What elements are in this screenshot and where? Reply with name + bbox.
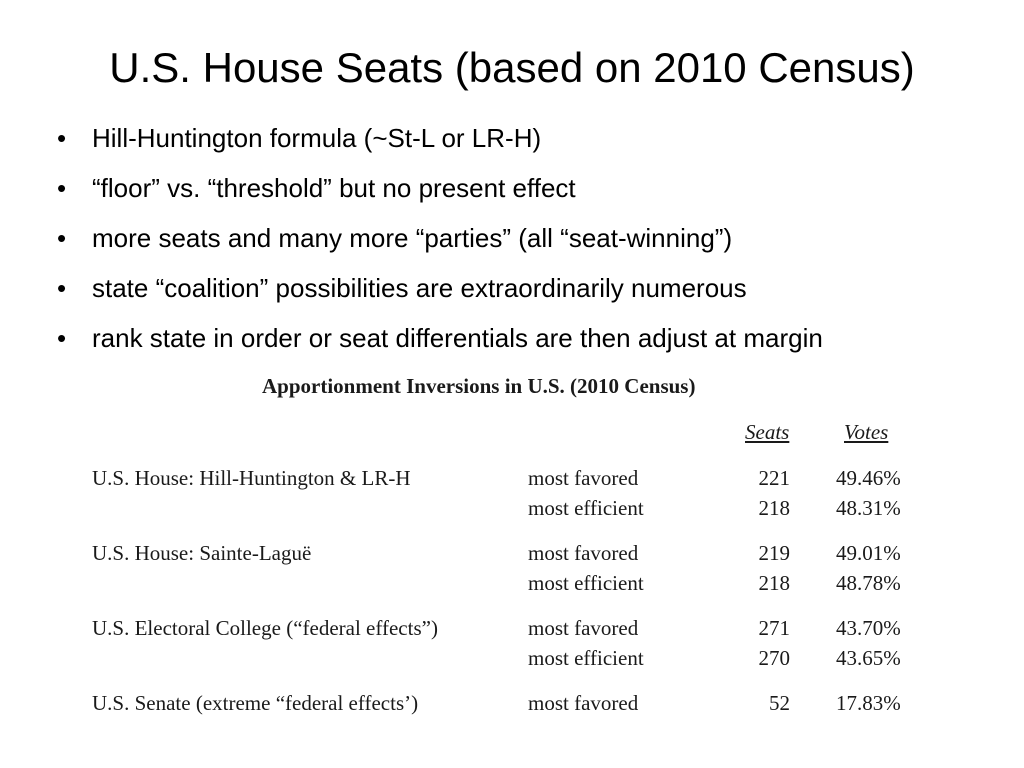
bullet-text: rank state in order or seat differentials are then adjust at margin: [92, 323, 823, 353]
row-votes: 48.78%: [836, 571, 901, 595]
row-votes: 43.65%: [836, 646, 901, 670]
seats-column-header: Seats: [745, 420, 790, 444]
bullet-item: [50, 168, 823, 218]
row-seats: 221: [758, 466, 790, 490]
votes-column-header: Votes: [844, 420, 889, 444]
row-seats: 218: [758, 571, 790, 595]
bullet-item: [50, 118, 823, 168]
row-type: most favored: [528, 691, 639, 715]
bullet-text: Hill-Huntington formula (~St-L or LR-H): [92, 123, 542, 153]
apportionment-table: [90, 368, 950, 728]
row-votes: 49.46%: [836, 466, 901, 490]
row-votes: 43.70%: [836, 616, 901, 640]
row-label: U.S. Senate (extreme “federal effects’): [92, 691, 419, 715]
row-votes: 48.31%: [836, 496, 901, 520]
row-type: most favored: [528, 541, 639, 565]
table-row: [90, 613, 950, 643]
row-label: U.S. House: Sainte-Laguë: [92, 541, 312, 565]
row-seats: 218: [758, 496, 790, 520]
row-votes: 17.83%: [836, 691, 901, 715]
bullet-item: [50, 318, 823, 368]
bullet-dot: •: [57, 173, 67, 203]
bullet-text: “floor” vs. “threshold” but no present effect: [92, 173, 576, 203]
row-label: U.S. Electoral College (“federal effects”): [92, 616, 438, 640]
table-row: [90, 463, 950, 493]
row-seats: 270: [758, 646, 790, 670]
table-row: [90, 568, 950, 598]
bullet-dot: •: [57, 323, 67, 353]
slide-title: U.S. House Seats (based on 2010 Census): [109, 44, 915, 91]
row-type: most favored: [528, 466, 639, 490]
bullet-dot: •: [57, 273, 67, 303]
row-votes: 49.01%: [836, 541, 901, 565]
bullet-dot: •: [57, 223, 67, 253]
row-seats: 219: [758, 541, 790, 565]
bullet-item: [50, 218, 823, 268]
table-row: [90, 493, 950, 523]
row-label: U.S. House: Hill-Huntington & LR-H: [92, 466, 411, 490]
row-seats: 271: [758, 616, 790, 640]
bullet-item: [50, 268, 823, 318]
bullet-text: state “coalition” possibilities are extraordinarily numerous: [92, 273, 747, 303]
table-row: [90, 538, 950, 568]
bullet-dot: •: [57, 123, 67, 153]
bullet-text: more seats and many more “parties” (all “seat-winning”): [92, 223, 733, 253]
row-type: most efficient: [528, 496, 644, 520]
row-type: most favored: [528, 616, 639, 640]
table-caption: Apportionment Inversions in U.S. (2010 Census): [262, 374, 696, 398]
table-row: [90, 688, 950, 718]
row-type: most efficient: [528, 646, 644, 670]
table-row: [90, 643, 950, 673]
row-seats: 52: [769, 691, 790, 715]
bullet-list: [50, 118, 823, 368]
row-type: most efficient: [528, 571, 644, 595]
